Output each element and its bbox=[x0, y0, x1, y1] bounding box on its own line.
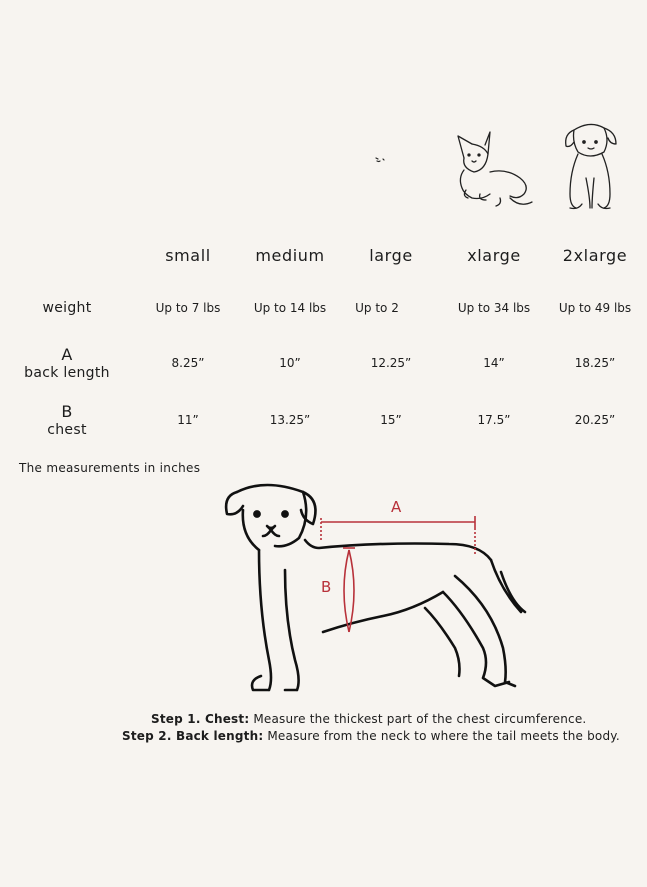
size-header-medium: medium bbox=[255, 246, 325, 265]
chest-medium: 13.25” bbox=[269, 413, 311, 427]
chest-large: 15” bbox=[380, 413, 402, 427]
back-length-medium: 10” bbox=[279, 356, 301, 370]
size-header-xlarge: xlarge bbox=[467, 246, 521, 265]
row-letter-b: B bbox=[61, 402, 73, 421]
back-length-small: 8.25” bbox=[171, 356, 205, 370]
dog-icon-2xlarge bbox=[560, 118, 624, 214]
weight-2xlarge: Up to 49 lbs bbox=[558, 301, 632, 315]
measurement-units-note: The measurements in inches bbox=[19, 461, 201, 475]
measurement-label-a: A bbox=[391, 498, 402, 516]
dog-icon-large bbox=[370, 150, 390, 170]
step-2 bbox=[122, 729, 620, 743]
back-length-xlarge: 14” bbox=[483, 356, 505, 370]
weight-medium: Up to 14 lbs bbox=[253, 301, 327, 315]
step-2-text: Measure from the neck to where the tail meets the body. bbox=[267, 729, 620, 743]
weight-xlarge: Up to 34 lbs bbox=[457, 301, 531, 315]
dog-icon-xlarge bbox=[452, 128, 534, 212]
size-header-small: small bbox=[165, 246, 211, 265]
size-header-2xlarge: 2xlarge bbox=[562, 246, 628, 265]
measurement-label-b: B bbox=[321, 578, 332, 596]
back-length-large: 12.25” bbox=[370, 356, 412, 370]
chest-small: 11” bbox=[177, 413, 199, 427]
back-length-2xlarge: 18.25” bbox=[574, 356, 616, 370]
step-1 bbox=[151, 712, 586, 726]
chest-2xlarge: 20.25” bbox=[574, 413, 616, 427]
size-header-large: large bbox=[369, 246, 413, 265]
row-label-chest: chest bbox=[47, 422, 87, 438]
weight-small: Up to 7 lbs bbox=[155, 301, 221, 315]
step-1-title: Step 1. Chest: bbox=[151, 712, 250, 726]
weight-large: Up to 2 bbox=[355, 301, 399, 315]
step-2-title: Step 2. Back length: bbox=[122, 729, 264, 743]
chest-xlarge: 17.5” bbox=[477, 413, 511, 427]
row-label-weight: weight bbox=[42, 300, 92, 316]
row-letter-a: A bbox=[61, 345, 73, 364]
measurement-diagram-dog bbox=[215, 480, 535, 705]
row-label-back-length: back length bbox=[24, 365, 110, 381]
step-1-text: Measure the thickest part of the chest circumference. bbox=[253, 712, 587, 726]
